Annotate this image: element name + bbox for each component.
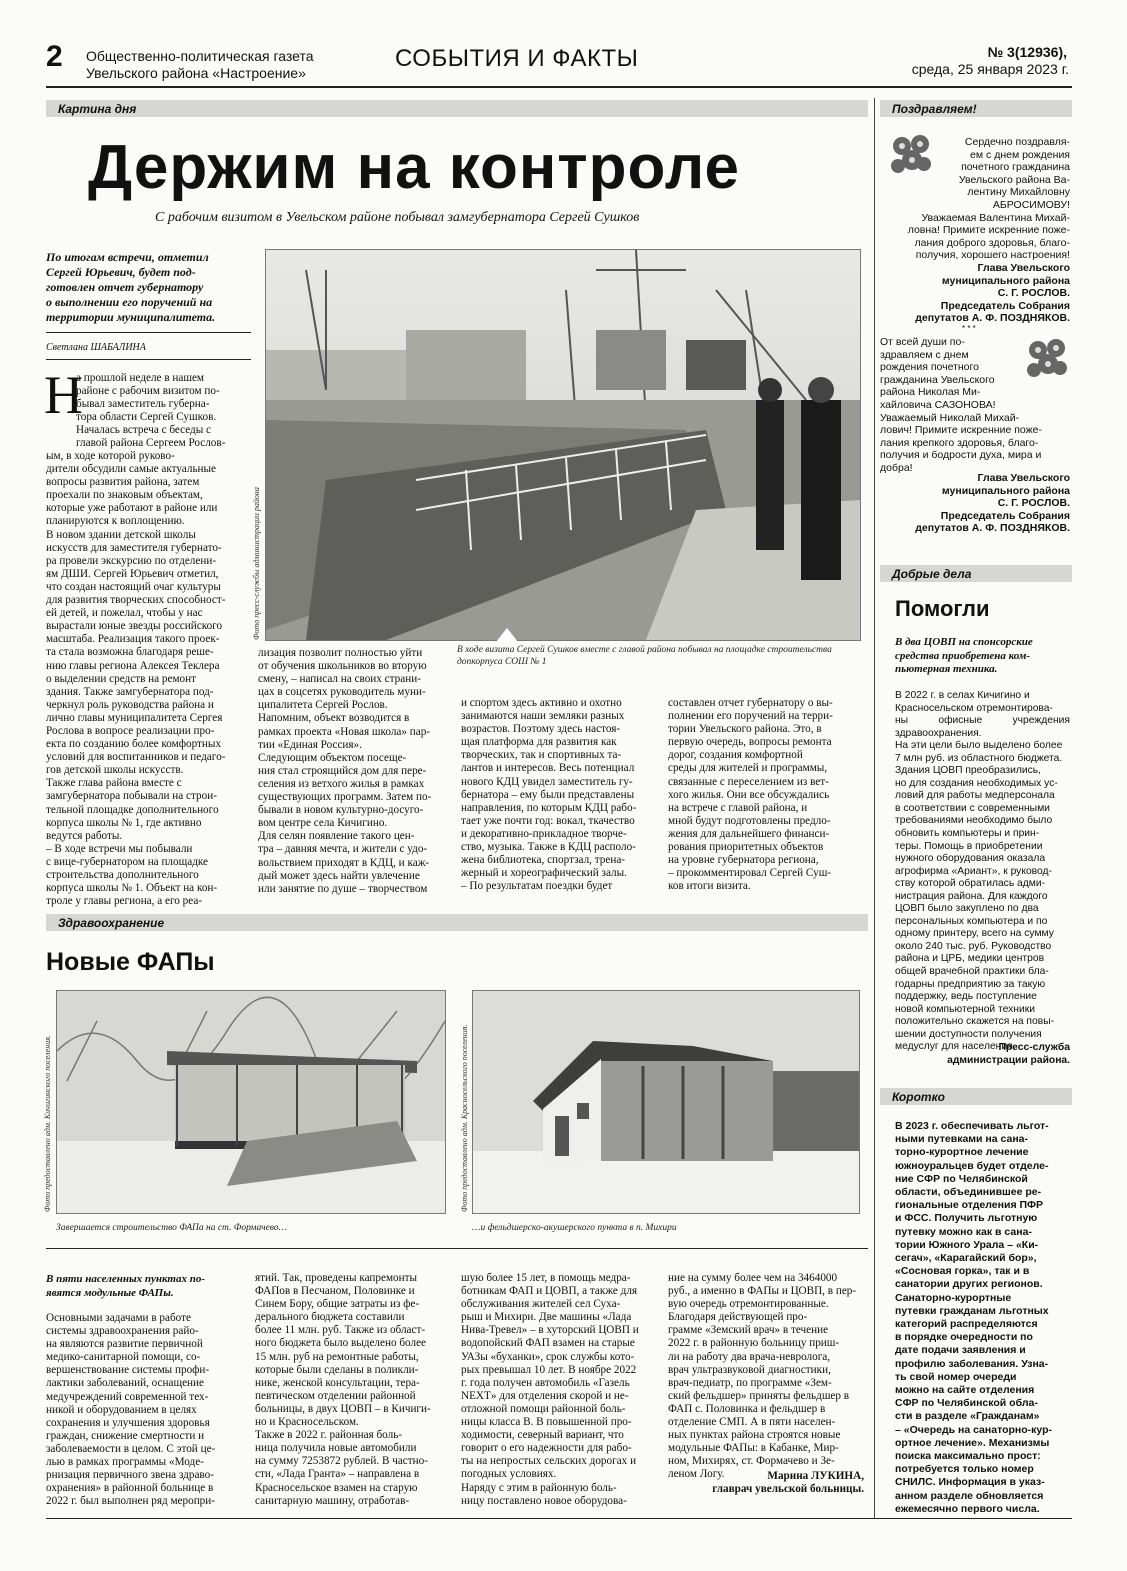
congrats-text-1: Сердечно поздравля- ем с днем рождения почетного гражданина Увельского района Ва- лентину Михайловну АБРОСИМОВУ! Уважаемая Валентина Михай- ловна! Примите искренние поже- лания доброго здоровья, благо- получия, хорошего настроения! (907, 136, 1070, 262)
fap-photo-formachevo (56, 990, 446, 1214)
short-news-rubric: Коротко (880, 1088, 1072, 1105)
subheadline: С рабочим визитом в Увельском районе побывал замгубернатора Сергей Сушков (155, 210, 640, 225)
byline-rule (46, 359, 251, 360)
fap-formachevo-image (57, 991, 445, 1213)
visit-photo (265, 249, 861, 641)
caption-triangle-icon (496, 628, 518, 642)
fap-caption-1: Завершается строительство ФАПа на ст. Формачево… (56, 1223, 288, 1233)
congrats-text-2: От всей души по- здравляем с днем рождения почетного гражданина Увельского района Николая Ми- хайловича САЗОНОВА! Уважаемый Николай Михай- лович! Примите искренние поже- лания крепкого здоровья, благо- получия и бодрости духа, мира и добра! (880, 336, 1042, 474)
publication-line-1: Общественно-политическая газета (86, 48, 314, 64)
fap-photo-credit-2: Фото предоставлено адм. Красносельского поселения. (460, 1024, 469, 1212)
good-deeds-headline: Помогли (895, 596, 990, 621)
headline: Держим на контроле (88, 133, 740, 202)
congrats-rubric: Поздравляем! (880, 100, 1072, 117)
issue-number: № 3(12936), (987, 44, 1067, 60)
fap-photo-credit-1: Фото предоставлено адм. Кичигинского поселения. (43, 1035, 52, 1212)
health-headline: Новые ФАПы (46, 948, 215, 976)
rubric-band: Картина дня (46, 100, 868, 117)
good-deeds-lead: В два ЦОВП на спонсорские средства приобретена ком- пьютерная техника. (895, 636, 1033, 675)
fap-photo-mikhiri (472, 990, 860, 1214)
lead-rule (46, 332, 251, 333)
drop-cap: Н (44, 365, 83, 425)
article-column-4: составлен отчет губернатору о вы- полнении его поручений на терри- тории Увельского района. Это, в первую очередь, вопросы ремонта дорог, создания комфортной среды для жителей и программы, связанные с переселением из вет- хого жилья. Они все обсуждались на встрече с главой района, и мной будут подготовлены предло- жения для дальнейшего финанси- рования приоритетных объектов на уровне губернатора региона, – прокомментировал Сергей Суш- ков итоги визита. (668, 697, 833, 893)
photo-credit: Фото пресс-службы администрации района (252, 487, 261, 640)
issue-date: среда, 25 января 2023 г. (911, 61, 1069, 77)
sidebar-divider (874, 98, 875, 1518)
health-column-4: ние на сумму более чем на 3464000 руб., а именно в ФАПы и ЦОВП, в пер- вую очередь отремонтированные. Благодаря действующей про- грамме «Земский врач» в течение 2022 г. в районную больницу приш- ли на работу два врача-невролога, врач ультразвуковой диагностики, врач-педиатр, по программе «Зем- ский фельдшер» приняты фельдшер в ФАП с. Половинка и фельдшер в отделение СМП. А в пяти населен- ных пунктах района строятся новые модульные ФАПы: в Кабанке, Мир- ном, Михирях, ст. Формачево и Зе- леном Логу. (668, 1272, 857, 1481)
section-title: СОБЫТИЯ И ФАКТЫ (395, 45, 639, 72)
footer-rule (46, 1518, 1072, 1519)
good-deeds-body: В 2022 г. в селах Кичигино и Красносельском отремонтирова- ны офисные учреждения здравоохранения. На эти цели было выделено более 7 млн руб. из областного бюджета. Здания ЦОВП преобразились, но для создания необходимых ус- ловий для работы медперсонала в соответствии с современными требованиями необходимо было обновить компьютеры и прин- теры. Помощь в приобретении нужного оборудования оказала агрофирма «Ариант», к руковод- ству которой обратилась адми- нистрация района. Для каждого ЦОВП было закуплено по два персональных компьютера и по одному принтеру, всего на сумму около 240 тыс. руб. Руководство района и ЦРБ, медики центров общей врачебной практики бла- годарны предприятию за такую поддержку, ведь поступление новой компьютерной техники положительно скажется на повы- шении доступности получения медуслуг для населения. (895, 690, 1070, 1053)
byline: Светлана ШАБАЛИНА (46, 342, 146, 353)
health-column-3: шую более 15 лет, в помощь медра- ботникам ФАП и ЦОВП, а также для обслуживания жителей сел Суха- рыш и Михири. Две машины «Лада Нива-Тревел» – в хуторский ЦОВП и водопойский ФАП взамен на старые УАЗы «буханки», срок службы кото- рых превышал 10 лет. В ноябре 2022 г. года получен автомобиль «Газель NEXT» для отделения скорой и не- отложной помощи районной боль- ницы класса В. В повышенной про- ходимости, северный вариант, что говорит о его надежности для рабо- ты на непростых сельских дорогах и погодных условиях. Наряду с этим в районную боль- ницу поставлено новое оборудова- (461, 1272, 639, 1507)
article-lead: По итогам встречи, отметил Сергей Юрьевич, будет под- готовлен отчет губернатору о выполнении его поручений на территории муниципалитета. (46, 250, 216, 324)
health-rule (46, 1248, 868, 1249)
article-column-3: и спортом здесь активно и охотно занимаются наши земляки разных возрастов. Поэтому здесь настоя- щая платформа для развития как творческих, так и спортивных та- лантов и интересов. Весь потенциал нового КДЦ увидел заместитель гу- бернатора – ему были представлены направления, по которым КДЦ рабо- тает уже почти год: вокал, ткачество и декоративно-прикладное творче- ство, музыка. Также в КДЦ располо- жена библиотека, спортзал, трена- жерный и хореографический залы. – По результатам поездки будет (461, 697, 637, 893)
congrats-signature-1: Глава Увельского муниципального района С. Г. РОСЛОВ. Председатель Собрания депутатов А. Ф. ПОЗДНЯКОВ. (915, 262, 1070, 325)
publication-line-2: Увельского района «Настроение» (86, 65, 306, 81)
good-deeds-rubric: Добрые дела (880, 565, 1072, 582)
construction-site-image (266, 250, 860, 640)
health-column-2: ятий. Так, проведены капремонты ФАПов в Песчаном, Половинке и Синем Бору, общие затраты из фе- дерального бюджета составили более 11 млн. руб. Также из област- ного бюджета было выделено более 15 млн. руб на ремонтные работы, которые были сделаны в поликли- нике, женской консультации, тера- певтическом отделении районной больницы, в двух ЦОВП – в Кичиги- но и Красносельском. Также в 2022 г. районная боль- ница получила новые автомобили на сумму 7253872 рублей. В частно- сти, «Лада Гранта» – направлена в Красносельское взамен на старую санитарную машину, отработав- (255, 1272, 431, 1507)
good-deeds-signature: Пресс-служба администрации района. (947, 1042, 1070, 1066)
article-column-1-top: а прошлой неделе в нашем районе с рабочим визитом по- бывал заместитель губерна- тора области Сергей Сушков. Началась встреча с беседы с главой района Сергеем Рослов- (76, 372, 226, 450)
health-rubric: Здравоохранение (46, 914, 868, 931)
article-column-1: ым, в ходе которой руково- дители обсудили самые актуальные вопросы развития района, затем проехали по знаковым объектам, которые уже работают в районе или планируются к воплощению. В новом здании детской школы искусств для заместителя губернато- ра провели экскурсию по отделени- ям ДШИ. Сергей Юрьевич отметил, что создан настоящий очаг культуры для развития творческих способност- ей детей, и пожелал, чтобы у нас вырастали юные звезды российского масштаба. Реализация такого проек- та стала возможна благодаря реше- нию главы региона Алексея Теклера о выделении средств на ремонт здания. Также замгубернатора под- черкнул роль руководства района и лично главы муниципалитета Сергея Рослова в вопросе реализации про- екта по созданию более комфортных условий для воспитанников и педаго- гов детской школы искусств. Также глава района вместе с замгубернатора побывали на строи- тельной площадке дополнительного корпуса школы № 1, где активно ведутся работы. – В ходе встречи мы побывали с вице-губернатором на площадке строительства дополнительного корпуса школы № 1. Объект на кон- троле у главы региона, а его реа- (46, 450, 226, 908)
short-news-body: В 2023 г. обеспечивать льгот- ными путевками на сана- торно-курортное лечение южноуральцев будет отделе- ние СФР по Челябинской области, объединившее ре- гиональные отделения ПФР и ФСС. Получить льготную путевку можно как в сана- тории Южного Урала – «Ки- сегач», «Карагайский бор», «Сосновая горка», так и в санатории других регионов. Санаторно-курортные путевки гражданам льготных категорий распределяются в порядке очередности по дате подачи заявления и профилю заболевания. Узна- ть свой номер очереди можно на сайте отделения СФР по Челябинской обла- сти в разделе «Гражданам» – «Очередь на санаторно-кур- ортное лечение». Механизмы поиска максимально прост: потребуется только номер СНИЛС. Информация в указ- анном разделе обновляется ежемесячно первого числа. (895, 1120, 1053, 1515)
page-number: 2 (46, 40, 63, 73)
photo-caption: В ходе визита Сергей Сушков вместе с главой района побывал на площадке строительства допкорпуса СОШ № 1 (457, 645, 832, 667)
stars-divider: * * * (962, 324, 976, 333)
fap-mikhiri-image (473, 991, 859, 1213)
congrats-signature-2: Глава Увельского муниципального района С. Г. РОСЛОВ. Председатель Собрания депутатов А. Ф. ПОЗДНЯКОВ. (915, 472, 1070, 535)
fap-caption-2: …и фельдшерско-акушерского пункта в п. Михири (472, 1223, 677, 1233)
health-signature: Марина ЛУКИНА, главрач увельской больницы. (712, 1470, 864, 1496)
header-rule (46, 86, 1072, 88)
health-lead: В пяти населенных пунктах по- явятся модульные ФАПы. (46, 1273, 205, 1299)
article-column-2: лизация позволит полностью уйти от обучения школьников во вторую смену, – написал на своих страни- цах в соцсетях руководитель муни- ципалитета Сергей Рослов. Напомним, объект возводится в рамках проекта «Новая школа» пар- тии «Единая Россия». Следующим объектом посеще- ния стал строящийся дом для пере- селения из ветхого жилья в рамках существующих программ. Затем по- бывали в новом культурно-досуго- вом центре села Кичигино. Для селян появление такого цен- тра – давняя мечта, и жители с удо- вольствием приходят в КДЦ, и каж- дый может здесь найти увлечение или занятие по душе – творчеством (258, 647, 432, 895)
health-column-1: Основными задачами в работе системы здравоохранения райо- на являются развитие первичной медико-санитарной помощи, со- вершенствование системы профи- лактики заболеваний, оснащение медучреждений современной тех- никой и оборудованием в целях сохранения и улучшения здоровья граждан, снижение смертности и заболеваемости в целом. С этой це- лью в рамках программы «Моде- рнизация первичного звена здраво- охранения» в районной больнице в 2022 г. был выполнен ряд меропри- (46, 1312, 216, 1508)
